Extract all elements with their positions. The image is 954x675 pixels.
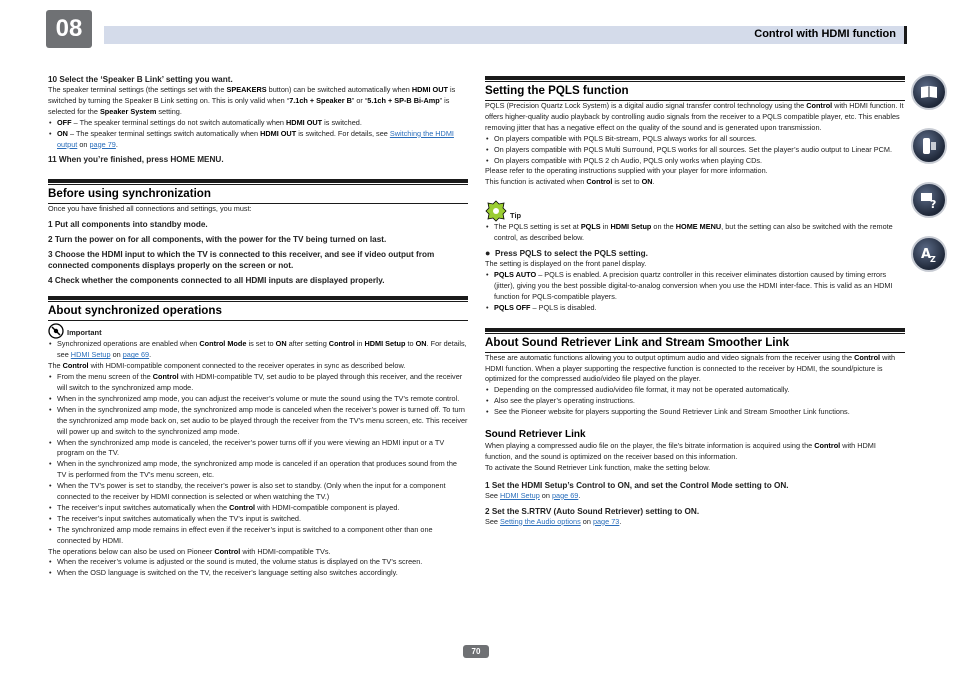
remote-icon[interactable] — [911, 128, 947, 164]
header-title: Control with HDMI function — [754, 28, 896, 40]
link-hdmi-setup[interactable]: HDMI Setup — [70, 350, 111, 360]
pqls-intro: PQLS (Precision Quartz Lock System) is a digital audio signal transfer control technology using the Control with HDMI function. It offers higher-quality audio playback by controlling audio signals from the receiver to a PQLS compatible player, etc. This enables removing jitter that has a negative effect on the quality of the sound and is generated upon transmission. — [485, 101, 904, 132]
section-title: Setting the PQLS function — [485, 84, 629, 97]
step-10-text: The speaker terminal settings (the settings set with the SPEAKERS button) can be switched automatically when HDMI OUT is switched by turning the Speaker B Link setting on. This is only valid when “7.1ch + Speaker B” or “5.1ch + SP-B Bi-Amp” is selected for the Speaker System setting. — [48, 85, 456, 116]
list-item: • When the OSD language is switched on the TV, the receiver’s language setting also switches accordingly. — [57, 568, 468, 579]
list-item: • When the synchronized amp mode is canceled, the receiver’s power turns off if you were viewing an HDMI input or a TV program on the TV. — [57, 438, 468, 460]
remote-icon-glyph — [921, 137, 937, 155]
list-item: • PQLS OFF – PQLS is disabled. — [494, 303, 905, 314]
link-hdmi-setup[interactable]: HDMI Setup — [500, 490, 540, 500]
svg-text:?: ? — [930, 198, 937, 209]
link-audio-options[interactable]: Setting the Audio options — [500, 516, 581, 526]
chapter-number: 08 — [46, 10, 92, 48]
sync-step-4: 4 Check whether the components connected to all HDMI inputs are displayed properly. — [48, 276, 385, 286]
step-11: 11 When you’re finished, press HOME MENU. — [48, 155, 224, 165]
list-item: • From the menu screen of the Control with HDMI-compatible TV, set audio to be played through this receiver, and the receiver will switch to the synchronized amp mode. — [57, 372, 468, 394]
sound-retriever-link-title: Sound Retriever Link — [485, 429, 586, 441]
option-on: • ON – The speaker terminal settings switch automatically when HDMI OUT is switched. For details, see Switching the HDMI output on page 79. — [57, 129, 468, 151]
srl-activate: To activate the Sound Retriever Link function, make the setting below. — [485, 462, 711, 472]
left-column — [48, 74, 468, 579]
list-item: • The PQLS setting is set at PQLS in HDMI Setup on the HOME MENU, but the setting can also be switched with the remote control, as described below. — [494, 222, 905, 244]
sync-step-1: 1 Put all components into standby mode. — [48, 220, 208, 230]
list-item: • Depending on the compressed audio/video file format, it may not be operated automatically. — [494, 385, 905, 396]
sync-step-3: 3 Choose the HDMI input to which the TV is connected to this receiver, and see if video output from connected components displays properly on the screen or not. — [48, 250, 435, 271]
section-sound-retriever — [485, 328, 905, 353]
important-icon — [48, 323, 64, 339]
srl-step-2-see: See Setting the Audio options on page 73. — [485, 516, 622, 526]
link-page-79[interactable]: page 79 — [89, 139, 116, 149]
side-navigation — [911, 74, 951, 290]
option-off: • OFF – The speaker terminal settings do not switch automatically when HDMI OUT is switched. — [57, 118, 468, 129]
list-item: • On players compatible with PQLS 2 ch Audio, PQLS only works when playing CDs. — [494, 156, 905, 167]
page-number: 70 — [463, 645, 489, 658]
important-list — [48, 339, 468, 361]
pioneer-ops-list — [48, 557, 468, 579]
book-icon-glyph — [920, 85, 938, 99]
faq-icon[interactable] — [911, 182, 947, 218]
tip-list — [485, 222, 905, 244]
list-item: • When in the synchronized amp mode, the synchronized amp mode is canceled if an operation that produces sound from the TV is performed from the TV’s menu screen, etc. — [57, 459, 468, 481]
sync-intro: Once you have finished all connections and settings, you must: — [48, 204, 252, 214]
list-item: • On players compatible with PQLS Bit-stream, PQLS always works for all sources. — [494, 134, 905, 145]
pioneer-ops-intro: The operations below can also be used on Pioneer Control with HDMI-compatible TVs. — [48, 546, 331, 556]
sync-ops-list — [48, 372, 468, 547]
list-item: • When in the synchronized amp mode, you can adjust the receiver’s volume or mute the sound using the TV’s remote control. — [57, 394, 468, 405]
svg-text:A: A — [921, 247, 932, 262]
pqls-list — [485, 134, 905, 167]
pqls-settings — [485, 270, 905, 314]
important-note: Important — [48, 323, 468, 339]
press-note: The setting is displayed on the front panel display. — [485, 259, 647, 269]
pqls-ref: Please refer to the operating instructions supplied with your player for more information. — [485, 166, 768, 176]
speaker-b-options — [48, 118, 468, 151]
link-page-73[interactable]: page 73 — [592, 516, 620, 526]
section-title: About synchronized operations — [48, 304, 222, 318]
list-item: • See the Pioneer website for players supporting the Sound Retriever Link and Stream Smoother Link functions. — [494, 407, 905, 418]
tip-note: Tip — [485, 200, 905, 222]
sync-step-2: 2 Turn the power on for all components, with the power for the TV being turned on last. — [48, 235, 387, 245]
section-sync-operations — [48, 296, 468, 321]
svg-text:Z: Z — [930, 255, 936, 263]
pqls-activate: This function is activated when Control is set to ON. — [485, 177, 655, 187]
section-before-sync — [48, 179, 468, 204]
srl-step-1: 1 Set the HDMI Setup’s Control to ON, and set the Control Mode setting to ON. — [485, 480, 789, 490]
list-item: • The receiver’s input switches automatically when the Control with HDMI-compatible component is played. — [57, 503, 468, 514]
index-icon-glyph — [920, 245, 938, 263]
list-item: • The receiver’s input switches automatically when the TV’s input is switched. — [57, 514, 468, 525]
sync-ops-intro: The Control with HDMI-compatible component connected to the receiver operates in sync as described below. — [48, 361, 406, 371]
srl-text: When playing a compressed audio file on the player, the file’s bitrate information is acquired using the Control with HDMI function, and the sound is optimized on the receiver based on this information. — [485, 441, 876, 461]
faq-icon-glyph — [920, 191, 938, 209]
srl-step-1-see: See HDMI Setup on page 69. — [485, 490, 581, 500]
list-item: • When the TV’s power is set to standby, the receiver’s power is also set to standby. (Only when the input for a component connected to the receiver by HDMI connection is selected or when watching the TV.) — [57, 481, 468, 503]
step-10: 10 Select the ‘Speaker B Link’ setting you want. — [48, 75, 233, 84]
list-item: • Also see the player’s operating instructions. — [494, 396, 905, 407]
link-page-69[interactable]: page 69 — [122, 350, 150, 360]
header-bar — [104, 26, 907, 44]
tip-icon — [485, 200, 507, 222]
link-switching-hdmi-output[interactable]: Switching the HDMI output — [57, 128, 454, 149]
index-icon[interactable] — [911, 236, 947, 272]
list-item: • The synchronized amp mode remains in effect even if the receiver’s input is switched to a component other than one connected by HDMI. — [57, 525, 468, 547]
list-item: • PQLS AUTO – PQLS is enabled. A precision quartz controller in this receiver eliminates distortion caused by timing errors (jitter), giving you the best possible digital-to-analog conversion when you use the HDMI inter-face. This is valid as an HDMI function for PQLS-compatible players. — [494, 270, 905, 303]
book-icon[interactable] — [911, 74, 947, 110]
list-item: • When in the synchronized amp mode, the synchronized amp mode is canceled when the receiver’s power is turned off. To turn the synchronized amp mode back on, set audio to be played through the receiver from the TV’s menu screen, etc. This receiver will power up and switch to the synchronized amp mode. — [57, 405, 468, 438]
right-column — [485, 76, 905, 528]
sr-intro: These are automatic functions allowing you to output optimum audio and video signals from the receiver using the Control with HDMI function. When a player supporting the respective function is connected to the receiver by HDMI, the sound/picture is optimized for the compressed audio/video file played on the player. — [485, 352, 896, 384]
list-item: • On players compatible with PQLS Multi Surround, PQLS works for all sources. Set the player’s audio output to Linear PCM. — [494, 145, 905, 156]
link-page-69[interactable]: page 69 — [551, 490, 579, 500]
press-pqls: ● Press PQLS to select the PQLS setting. — [485, 248, 648, 259]
list-item: • When the receiver’s volume is adjusted or the sound is muted, the volume status is displayed on the TV’s screen. — [57, 557, 468, 568]
section-title: About Sound Retriever Link and Stream Smoother Link — [485, 335, 790, 349]
section-title: Before using synchronization — [48, 187, 211, 201]
sr-list — [485, 385, 905, 418]
list-item: • Synchronized operations are enabled when Control Mode is set to ON after setting Control in HDMI Setup to ON. For details, see HDMI Setup on page 69. — [57, 339, 468, 361]
bullet-icon: ● — [485, 248, 491, 259]
srl-step-2: 2 Set the S.RTRV (Auto Sound Retriever) setting to ON. — [485, 506, 700, 516]
section-pqls — [485, 76, 905, 101]
